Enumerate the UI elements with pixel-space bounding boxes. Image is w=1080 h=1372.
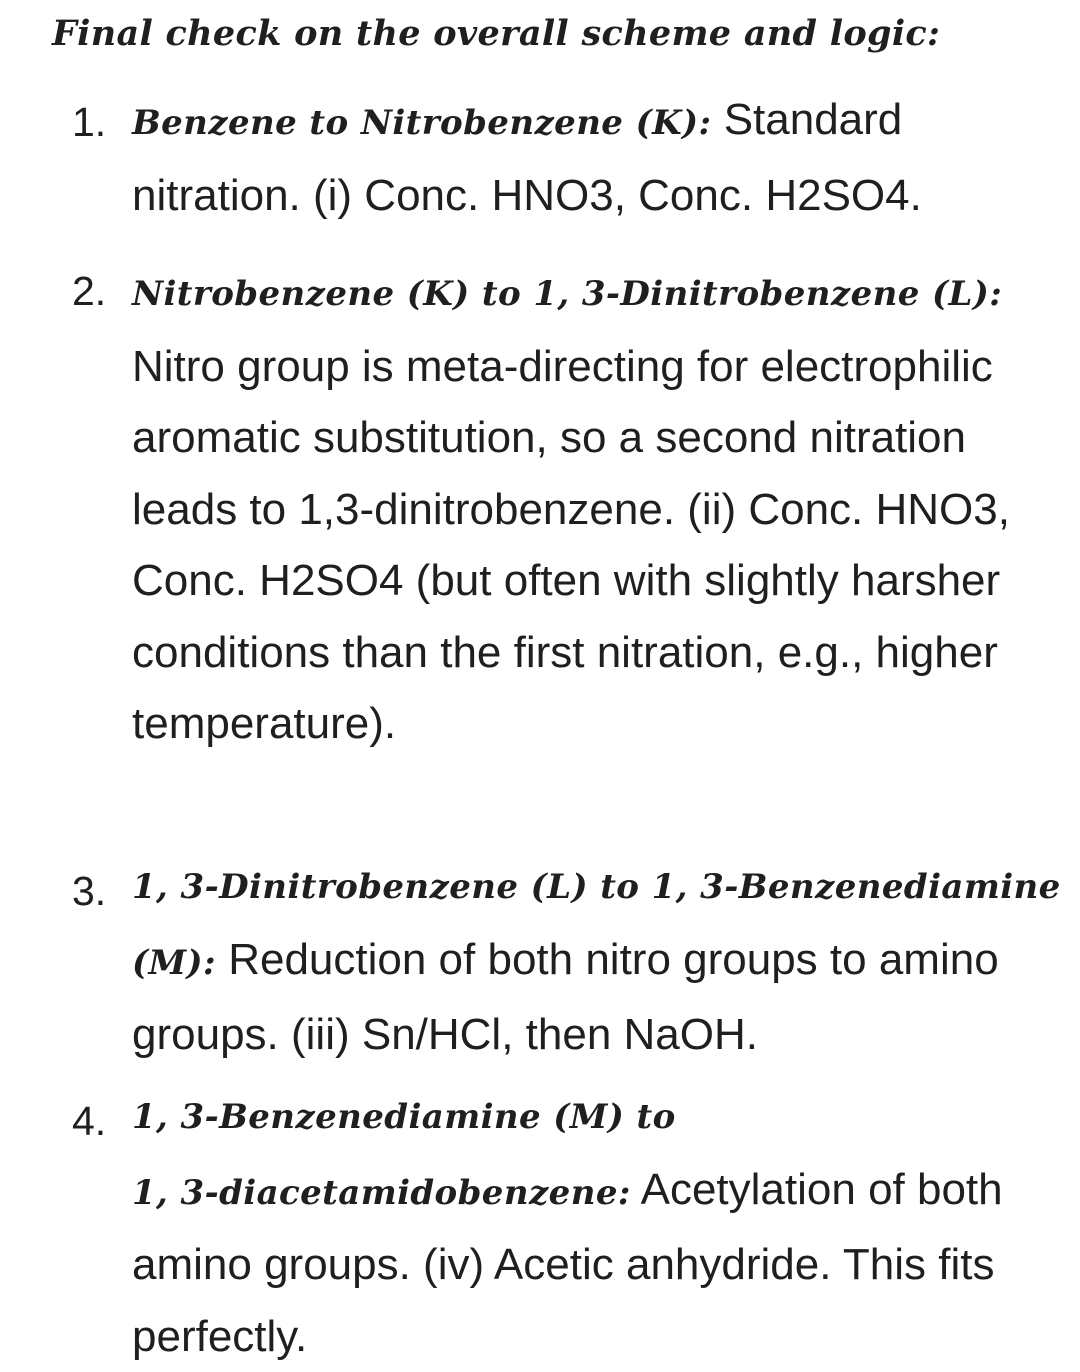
- list-item-body: [132, 848, 1061, 1071]
- list-number: 1.: [72, 99, 107, 145]
- step-text: Nitro group is meta-directing for electrophilic aromatic substitution, so a second nitration leads to 1,3-dinitrobenzene. (ii) Conc. HNO3, Conc. H2SO4 (but often with slightly harsher conditions than the first nitration, e.g., higher temperature).: [132, 341, 1010, 748]
- list-item-body: [132, 1078, 1022, 1372]
- step-title: Nitrobenzene (K) to 1, 3-Dinitrobenzene (L):: [132, 274, 1003, 314]
- list-number: 2.: [72, 268, 107, 314]
- list-item-body: [132, 255, 1022, 760]
- step-title: Benzene to Nitrobenzene (K):: [132, 103, 712, 143]
- step-title: 1, 3-Benzenediamine (M) to: [132, 1097, 676, 1137]
- list-number: 3.: [72, 868, 107, 914]
- step-title-continued: 1, 3-diacetamidobenzene:: [132, 1172, 631, 1213]
- list-item-body: [132, 84, 1022, 231]
- list-number: 4.: [72, 1098, 107, 1144]
- step-title: 1, 3-Dinitrobenzene (L) to 1, 3-Benzenediamine: [132, 867, 1061, 907]
- section-heading: Final check on the overall scheme and logic:: [52, 13, 941, 54]
- step-title-continued: (M):: [132, 942, 216, 983]
- step-text: Acetylation of both amino groups. (iv) Acetic anhydride. This fits perfectly.: [132, 1164, 1003, 1361]
- step-text: Standard nitration. (i) Conc. HNO3, Conc. H2SO4.: [132, 95, 922, 220]
- step-text: Reduction of both nitro groups to amino groups. (iii) Sn/HCl, then NaOH.: [132, 934, 999, 1059]
